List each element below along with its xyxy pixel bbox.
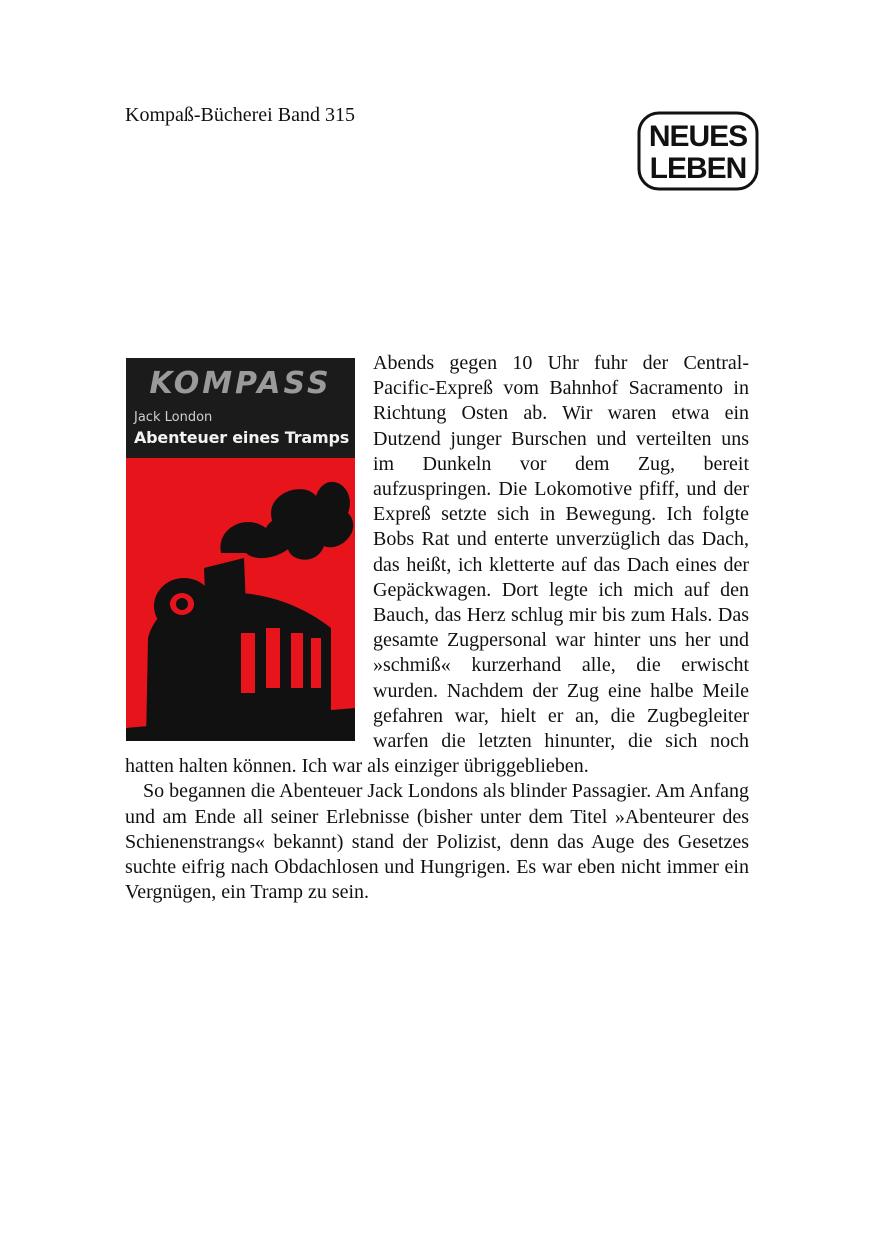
series-heading: Kompaß-Bücherei Band 315 (125, 104, 355, 126)
paragraph-2: So begannen die Abenteuer Jack Londons als blinder Passagier. Am Anfang und am Ende all seiner Erlebnisse (bisher unter dem Titel »Abenteurer des Schienenstrangs« bekannt) stand der Polizist, denn das Auge des Gesetzes suchte eifrig nach Obdachlosen und Hungrigen. Es war eben nicht immer ein Vergnügen, ein Tramp zu sein. (125, 780, 749, 904)
cover-title: Abenteuer eines Tramps (134, 428, 350, 447)
paragraph-1: Abends gegen 10 Uhr fuhr der Central-Pacific-Expreß vom Bahnhof Sacramento in Richtung Osten ab. Wir waren etwa ein Dutzend junger Burschen und verteilten uns im Dunkeln vor dem Zug, bereit aufzuspringen. Die Lokomotive pfiff, und der Expreß setzte sich in Bewegung. Ich folgte Bobs Rat und enterte unverzüglich das Dach, das heißt, ich kletterte auf das Dach eines der Gepäckwagen. Dort legte ich mich auf den Bauch, das Herz schlug mir bis zum Hals. Das gesamte Zugpersonal war hinter uns her und »schmiß« kurzerhand alle, die erwischt wurden. Nachdem der Zug eine halbe Meile gefahren war, hielt er an, die Zugbegleiter warfen die letzten hinunter, die sich noch hatten halten können. Ich war als einziger übriggeblieben. (125, 352, 749, 778)
cover-series-title: KOMPASS (149, 366, 332, 401)
publisher-logo-line-2: LEBEN (649, 152, 747, 185)
publisher-logo (636, 110, 760, 192)
cover-wrap-space (125, 351, 373, 754)
cover-author: Jack London (134, 410, 213, 425)
article-body (125, 351, 749, 905)
publisher-logo-line-1: NEUES (648, 120, 748, 153)
